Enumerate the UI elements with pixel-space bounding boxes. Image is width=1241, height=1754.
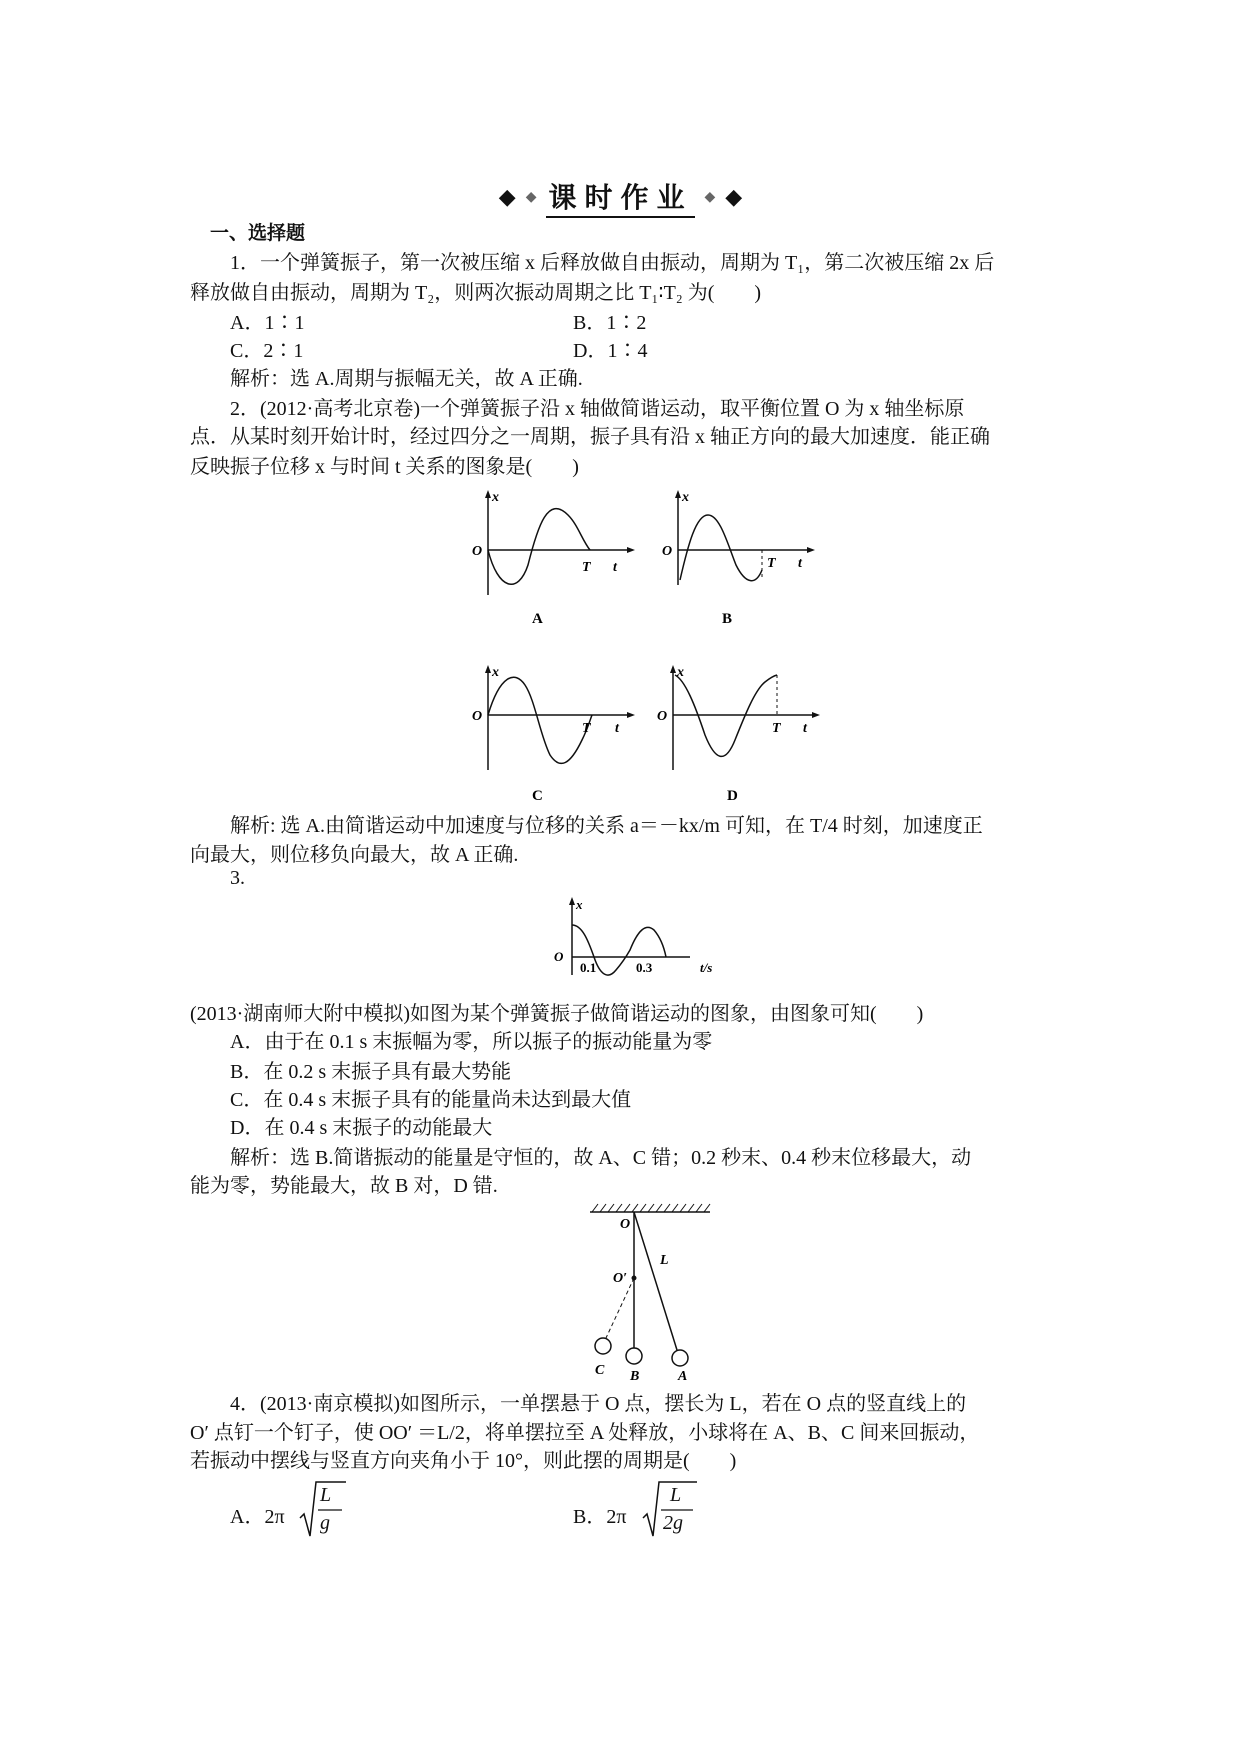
- axis-t-label: t: [798, 556, 802, 571]
- axis-t-label: t: [803, 721, 807, 736]
- origin-label: O: [662, 544, 673, 559]
- q4-option-b-denominator: 2g: [663, 1512, 683, 1534]
- tick-label: 0.1: [580, 960, 597, 975]
- period-label: T: [582, 560, 591, 575]
- q1-line2: 释放做自由振动，周期为 T₂，则两次振动周期之比 T₁∶T₂ 为( ): [190, 282, 762, 304]
- graph-c-label: C: [532, 788, 543, 804]
- title-bar: [0, 176, 1241, 218]
- q1-line1: 1．一个弹簧振子，第一次被压缩 x 后释放做自由振动，周期为 T₁，第二次被压缩 2x 后: [230, 252, 995, 274]
- axis-x-label: x: [492, 490, 499, 505]
- q2-line2: 点．从某时刻开始计时，经过四分之一周期，振子具有沿 x 轴正方向的最大加速度．能正确: [190, 426, 990, 448]
- graph-b-label: B: [722, 611, 733, 627]
- period-label: T: [767, 556, 776, 571]
- origin-label: O: [472, 709, 483, 724]
- q4-option-a-prefix: A．2π: [230, 1506, 285, 1528]
- q3-option-c: C．在 0.4 s 末振子具有的能量尚未达到最大值: [230, 1089, 632, 1111]
- q1-option-a: A．1∶1: [230, 312, 305, 334]
- axis-x-label: x: [677, 665, 684, 680]
- q3-option-a: A．由于在 0.1 s 末振幅为零，所以振子的振动能量为零: [230, 1031, 713, 1053]
- q3-graph: [550, 895, 730, 985]
- point-o-prime-label: O′: [613, 1271, 628, 1286]
- q4-pendulum: [580, 1200, 730, 1380]
- origin-label: O: [472, 544, 483, 559]
- ball-b-label: B: [630, 1369, 640, 1380]
- graph-a: [472, 490, 635, 627]
- q2-line3: 反映振子位移 x 与时间 t 关系的图象是( ): [190, 456, 579, 478]
- ball-a-label: A: [678, 1369, 688, 1380]
- q4-option-a-numerator: L: [320, 1484, 332, 1506]
- axis-t-label: t: [613, 560, 617, 575]
- q3-option-d: D．在 0.4 s 末振子的动能最大: [230, 1117, 493, 1139]
- period-label: T: [582, 721, 591, 736]
- q3-number: 3.: [230, 867, 245, 889]
- axis-x-label: x: [576, 897, 583, 912]
- page-title: 课时作业: [546, 176, 694, 218]
- tick-label: 0.3: [636, 960, 653, 975]
- ball-c-label: C: [595, 1363, 605, 1378]
- q4-line2: O′ 点钉一个钉子，使 OO′ ＝L/2，将单摆拉至 A 处释放，小球将在 A、B、C 间来回振动，: [190, 1422, 980, 1444]
- graph-a-label: A: [532, 611, 543, 627]
- graph-c: [472, 665, 635, 804]
- diamond-icon: ◆: [525, 189, 537, 205]
- q4-option-b-numerator: L: [670, 1484, 682, 1506]
- diamond-icon: ◆: [704, 189, 716, 205]
- q3-analysis-line2: 能为零，势能最大，故 B 对，D 错.: [190, 1175, 498, 1197]
- period-label: T: [772, 721, 781, 736]
- q3-analysis-line1: 解析：选 B.简谐振动的能量是守恒的，故 A、C 错；0.2 秒末、0.4 秒末位移最大，动: [230, 1147, 972, 1169]
- section-heading: 一、选择题: [210, 223, 306, 244]
- q4-line1: 4．(2013·南京模拟)如图所示，一单摆悬于 O 点，摆长为 L，若在 O 点的竖直线上的: [230, 1393, 967, 1415]
- q3-stem: (2013·湖南师大附中模拟)如图为某个弹簧振子做简谐运动的图象，由图象可知( ): [190, 1003, 924, 1025]
- q1-option-b: B．1∶2: [573, 312, 647, 334]
- diamond-icon: ◆: [498, 184, 516, 209]
- axis-x-label: x: [682, 490, 689, 505]
- axis-t-label: t: [615, 721, 619, 736]
- q3-option-b: B．在 0.2 s 末振子具有最大势能: [230, 1061, 512, 1083]
- origin-label: O: [657, 709, 668, 724]
- q1-option-c: C．2∶1: [230, 340, 304, 362]
- axis-x-label: x: [492, 665, 499, 680]
- q4-option-b-prefix: B．2π: [573, 1506, 627, 1528]
- graph-d: [657, 665, 820, 804]
- q2-analysis-line2: 向最大，则位移负向最大，故 A 正确.: [190, 844, 519, 866]
- length-label: L: [660, 1253, 669, 1268]
- point-o-label: O: [620, 1217, 631, 1232]
- q1-analysis: 解析：选 A.周期与振幅无关，故 A 正确.: [230, 368, 583, 390]
- q2-analysis-line1: 解析: 选 A.由简谐运动中加速度与位移的关系 a＝－kx/m 可知，在 T/4 时刻，加速度正: [230, 815, 983, 837]
- q1-option-d: D．1∶4: [573, 340, 648, 362]
- graph-b: [662, 490, 815, 627]
- q4-line3: 若振动中摆线与竖直方向夹角小于 10°，则此摆的周期是( ): [190, 1450, 737, 1472]
- axis-t-label: t/s: [700, 960, 713, 975]
- graph-d-label: D: [727, 788, 738, 804]
- q4-option-a-denominator: g: [320, 1512, 330, 1534]
- q2-graphs: [470, 485, 830, 805]
- diamond-icon: ◆: [725, 184, 743, 209]
- origin-label: O: [554, 949, 564, 964]
- q2-line1: 2．(2012·高考北京卷)一个弹簧振子沿 x 轴做简谐运动，取平衡位置 O 为 x 轴坐标原: [230, 398, 965, 420]
